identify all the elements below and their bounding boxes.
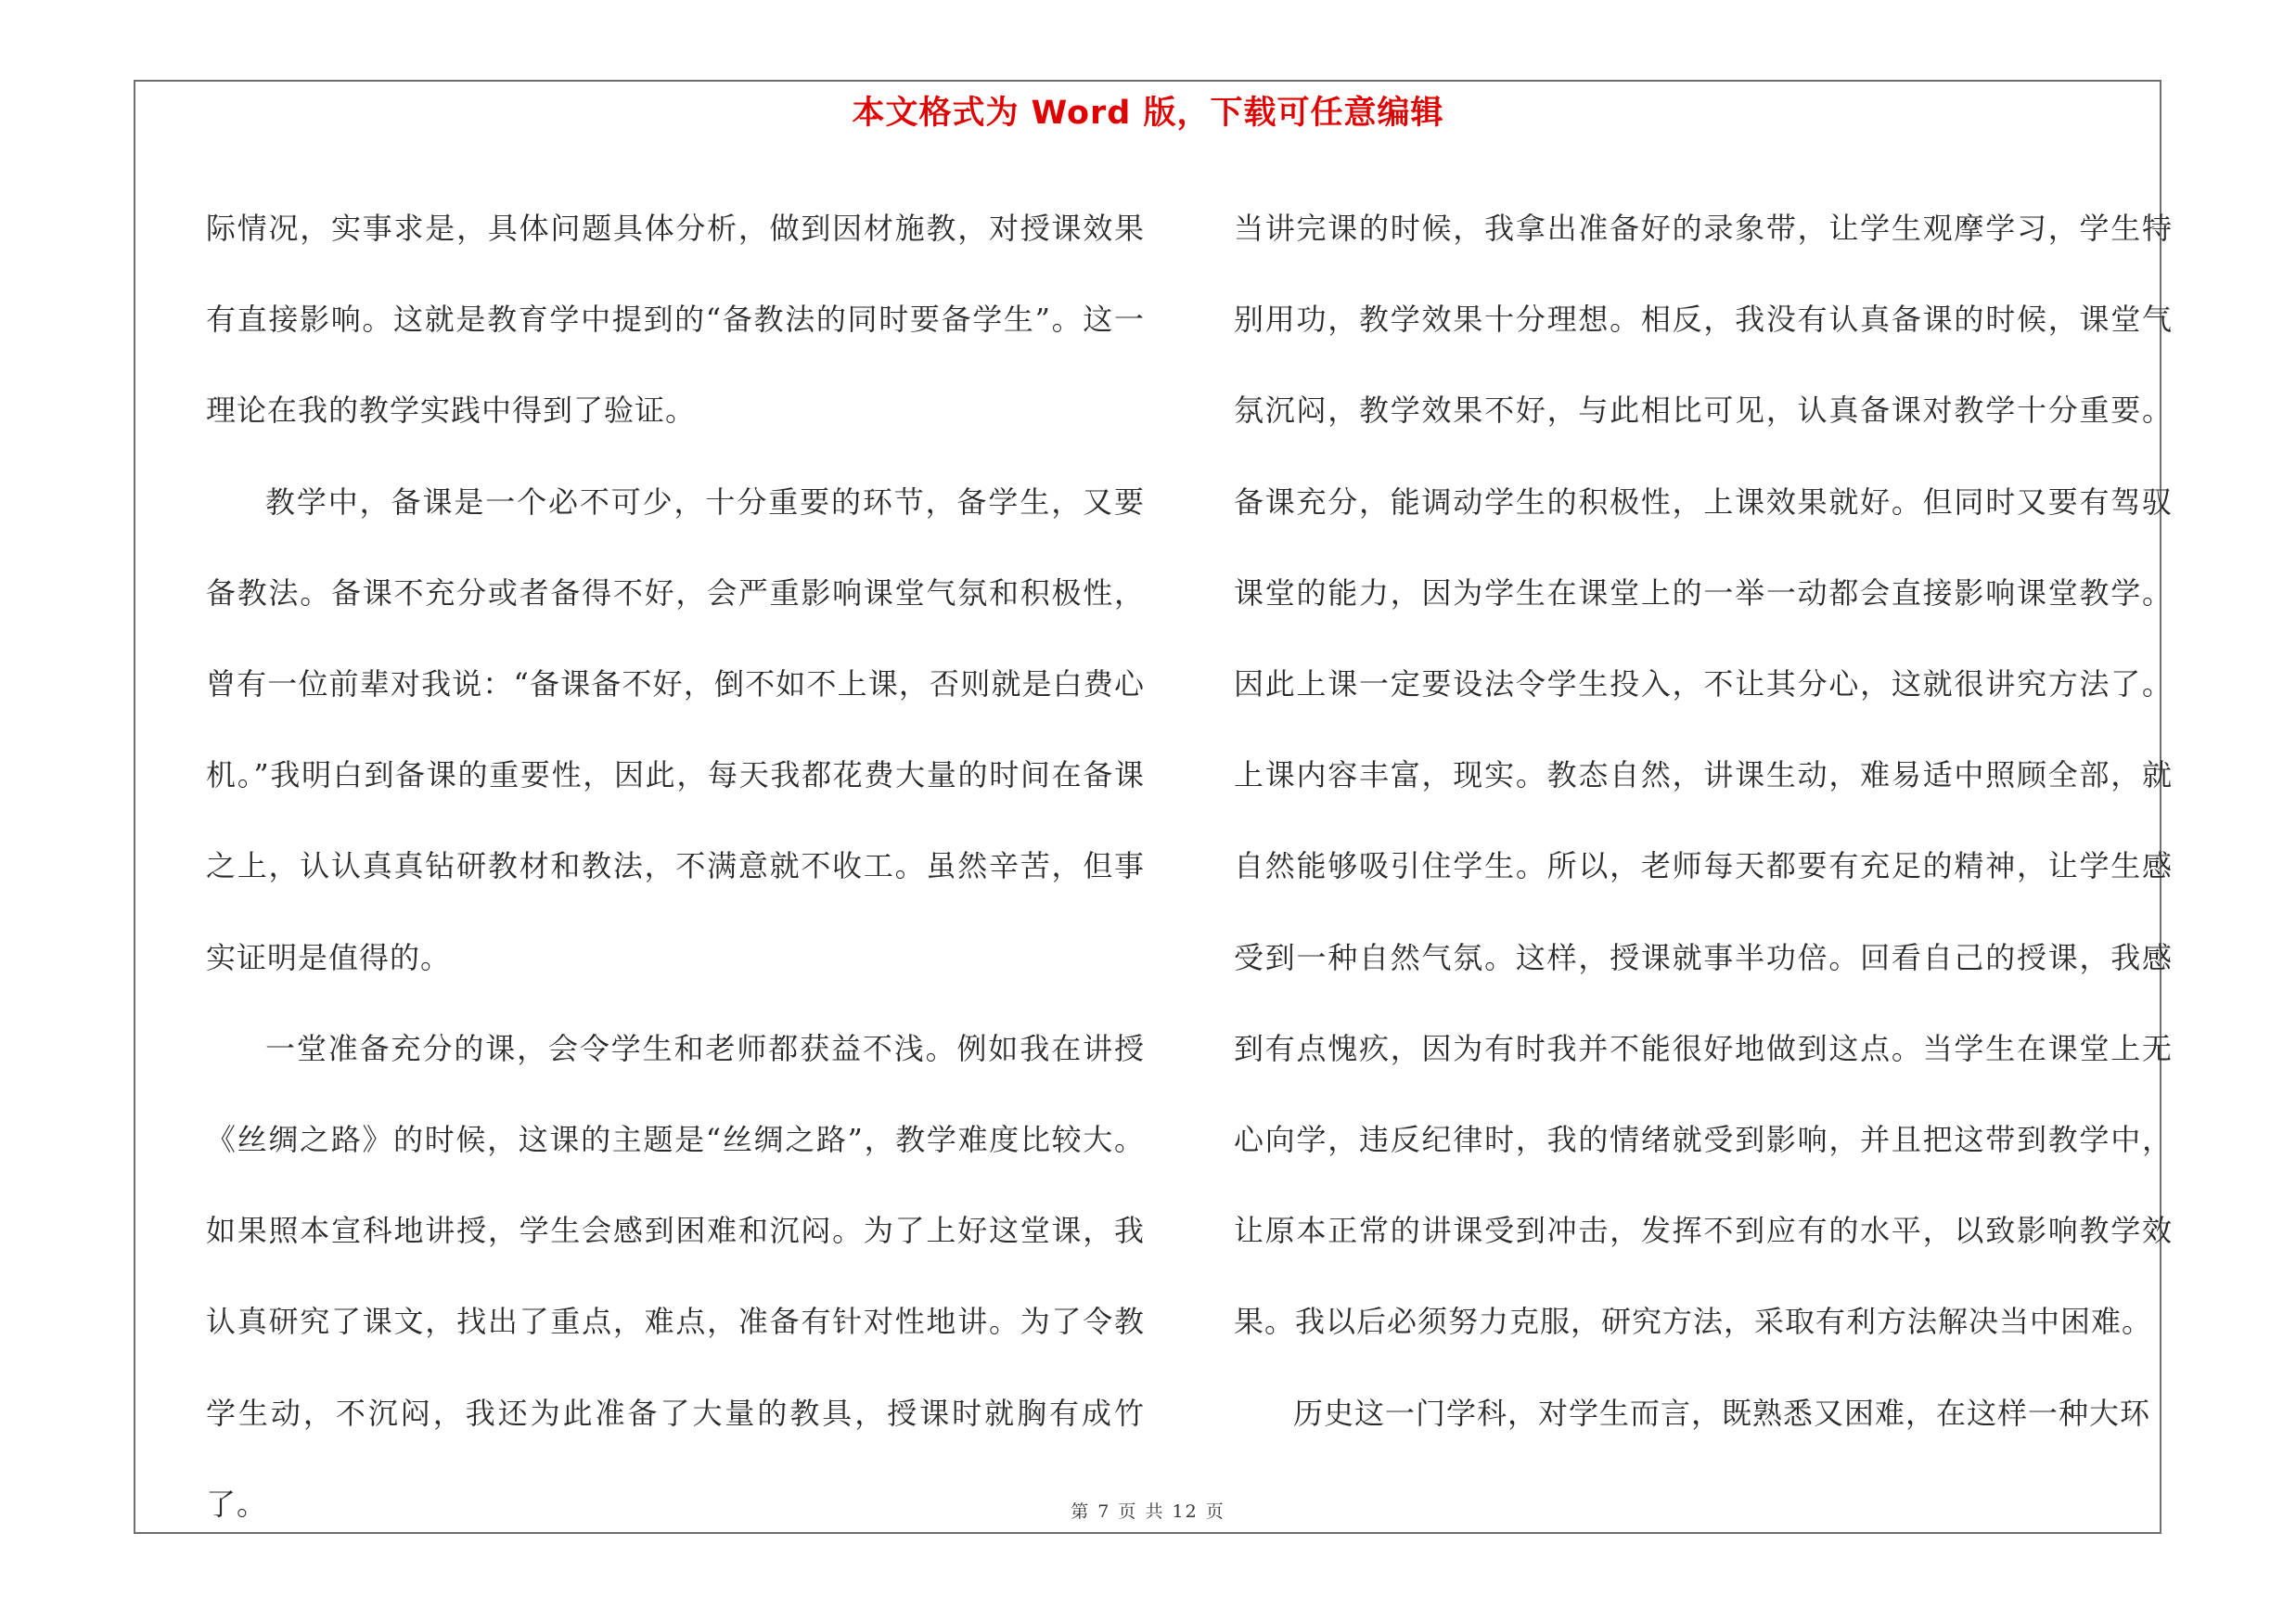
paragraph: 一堂准备充分的课，会令学生和老师都获益不浅。例如我在讲授《丝绸之路》的时候，这课的主题是“丝绸之路”，教学难度比较大。如果照本宣科地讲授，学生会感到困难和沉闷。为了上好这堂课，我认真研究了课文，找出了重点，难点，准备有针对性地讲。为了令教学生动，不沉闷，我还为此准备了大量的教具，授课时就胸有成竹了。 (206, 1030, 1145, 1522)
page-number: 第 7 页 共 12 页 (1071, 1501, 1225, 1522)
left-column (206, 183, 1145, 1550)
paragraph: 教学中，备课是一个必不可少，十分重要的环节，备学生，又要备教法。备课不充分或者备得不好，会严重影响课堂气氛和积极性，曾有一位前辈对我说：“备课备不好，倒不如不上课，否则就是白费心机。”我明白到备课的重要性，因此，每天我都花费大量的时间在备课之上，认认真真钻研教材和教法，不满意就不收工。虽然辛苦，但事实证明是值得的。 (206, 483, 1145, 975)
right-column (1234, 183, 2173, 1459)
paragraph: 际情况，实事求是，具体问题具体分析，做到因材施教，对授课效果有直接影响。这就是教育学中提到的“备教法的同时要备学生”。这一理论在我的教学实践中得到了验证。 (206, 211, 1145, 429)
paragraph: 历史这一门学科，对学生而言，既熟悉又困难，在这样一种大环 (1293, 1395, 2151, 1431)
paragraph: 当讲完课的时候，我拿出准备好的录象带，让学生观摩学习，学生特别用功，教学效果十分理想。相反，我没有认真备课的时候，课堂气氛沉闷，教学效果不好，与此相比可见，认真备课对教学十分重要。备课充分，能调动学生的积极性，上课效果就好。但同时又要有驾驭课堂的能力，因为学生在课堂上的一举一动都会直接影响课堂教学。因此上课一定要设法令学生投入，不让其分心，这就很讲究方法了。上课内容丰富，现实。教态自然，讲课生动，难易适中照顾全部，就自然能够吸引住学生。所以，老师每天都要有充足的精神，让学生感受到一种自然气氛。这样，授课就事半功倍。回看自己的授课，我感到有点愧疚，因为有时我并不能很好地做到这点。当学生在课堂上无心向学，违反纪律时，我的情绪就受到影响，并且把这带到教学中，让原本正常的讲课受到冲击，发挥不到应有的水平，以致影响教学效果。我以后必须努力克服，研究方法，采取有利方法解决当中困难。 (1234, 211, 2173, 1340)
header-banner: 本文格式为 Word 版，下载可任意编辑 (852, 95, 1444, 132)
